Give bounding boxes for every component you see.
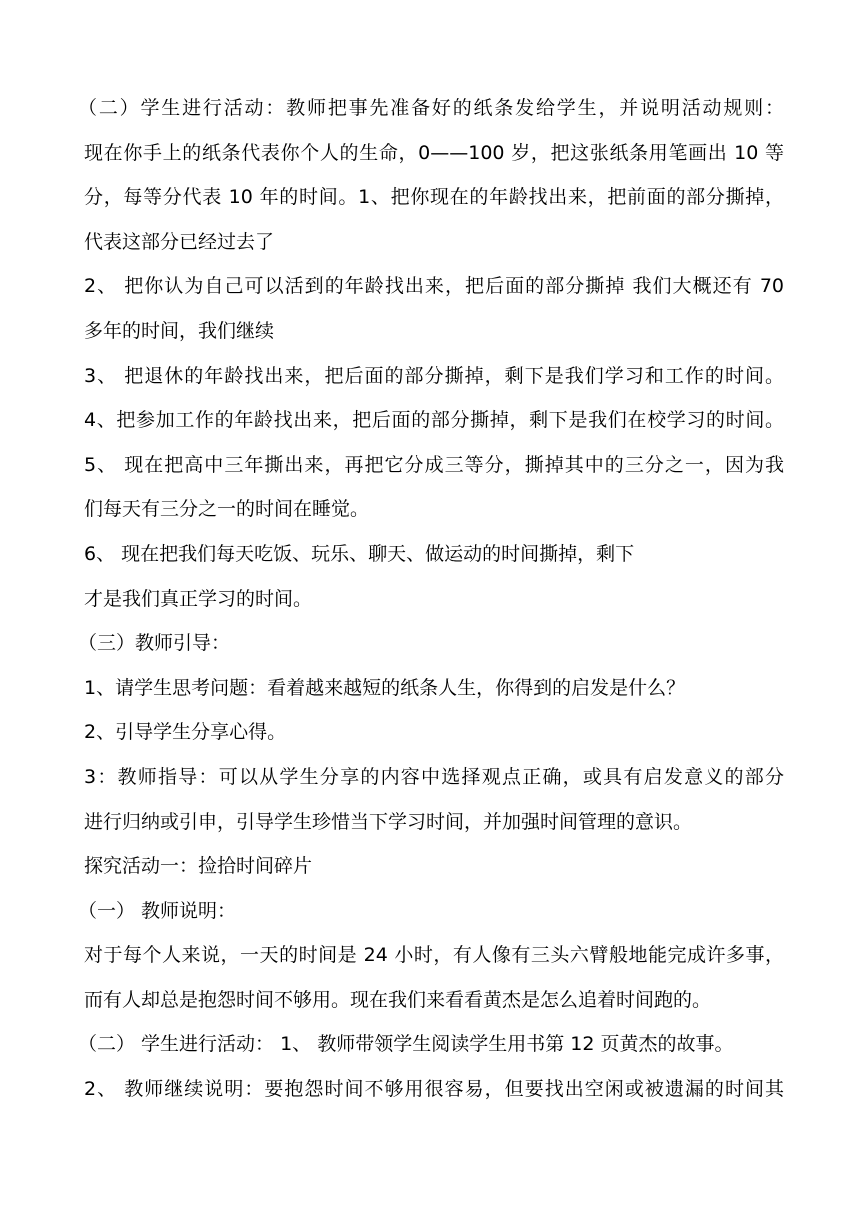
section-heading: （三）教师引导： [78, 632, 231, 655]
paragraph-line: 对于每个人来说，一天的时间是 24 小时，有人像有三头六臂般地能完成许多事， [84, 944, 784, 967]
paragraph-line: 们每天有三分之一的时间在睡觉。 [84, 498, 370, 521]
section-heading: （一） 教师说明： [78, 899, 237, 922]
paragraph-line: 代表这部分已经过去了 [84, 230, 275, 253]
paragraph-line: 5、 现在把高中三年撕出来，再把它分成三等分，撕掉其中的三分之一，因为我 [84, 453, 784, 476]
paragraph-line: 进行归纳或引申，引导学生珍惜当下学习时间，并加强时间管理的意识。 [84, 810, 693, 833]
paragraph-line: 2、引导学生分享心得。 [84, 721, 287, 744]
paragraph-line: 3：教师指导：可以从学生分享的内容中选择观点正确，或具有启发意义的部分 [84, 765, 784, 788]
paragraph-line: 1、请学生思考问题：看着越来越短的纸条人生，你得到的启发是什么？ [84, 676, 686, 699]
section-heading: 探究活动一：捡拾时间碎片 [84, 855, 313, 878]
paragraph-line: 6、 现在把我们每天吃饭、玩乐、聊天、做运动的时间撕掉，剩下 [84, 542, 635, 565]
paragraph-line: （二）学生进行活动：教师把事先准备好的纸条发给学生，并说明活动规则： [78, 97, 784, 119]
paragraph-line: 2、 把你认为自己可以活到的年龄找出来，把后面的部分撕掉 我们大概还有 70 [84, 275, 784, 298]
paragraph-line: 分，每等分代表 10 年的时间。1、把你现在的年龄找出来，把前面的部分撕掉， [84, 186, 784, 209]
paragraph-line: 多年的时间，我们继续 [84, 319, 275, 342]
paragraph-line: 现在你手上的纸条代表你个人的生命，0——100 岁，把这张纸条用笔画出 10 等 [84, 141, 784, 164]
paragraph-line: （二） 学生进行活动： 1、 教师带领学生阅读学生用书第 12 页黄杰的故事。 [78, 1033, 734, 1056]
paragraph-line: 3、 把退休的年龄找出来，把后面的部分撕掉，剩下是我们学习和工作的时间。 [84, 364, 784, 387]
paragraph-line: 而有人却总是抱怨时间不够用。现在我们来看看黄杰是怎么追着时间跑的。 [84, 988, 712, 1011]
paragraph-line: 2、 教师继续说明：要抱怨时间不够用很容易，但要找出空闲或被遗漏的时间其 [84, 1078, 784, 1101]
paragraph-line: 才是我们真正学习的时间。 [84, 587, 313, 610]
document-body [78, 86, 784, 1112]
paragraph-line: 4、把参加工作的年龄找出来，把后面的部分撕掉，剩下是我们在校学习的时间。 [84, 409, 784, 432]
